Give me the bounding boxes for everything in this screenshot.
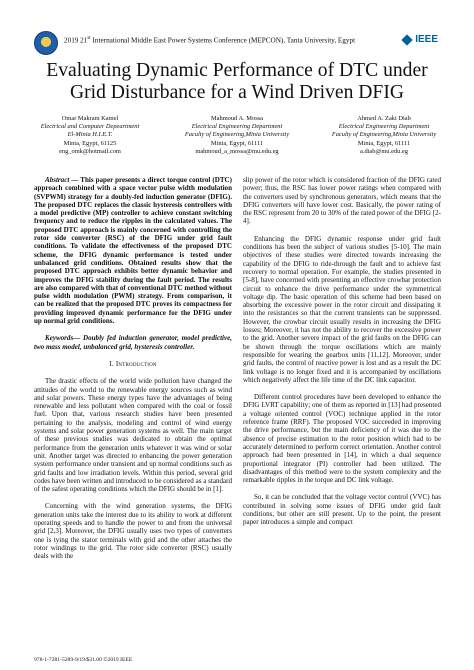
conference-header: 2019 21st International Middle East Power Systems Conference (MEPCON), Tanta University, Egypt	[64, 36, 356, 45]
author-location: Minia, Egypt, 61111	[210, 139, 264, 147]
author-name: Omar Makram Kamel	[61, 115, 119, 122]
ieee-logo	[403, 34, 438, 45]
paragraph: Concerning with the wind generation systems, the DFIG generation units take the interest due to its ability to work at different operating speeds and to handle the power to and from the universal grid [2,3]. Moreover, the DFIG usually uses two types of converters one is tying the stator terminals with grid and the other attaches the rotor windings to the grid. The rotor side converter (RSC) usually deals with the	[34, 502, 232, 561]
author-institution: Faculty of Engineering,Minia University	[184, 131, 290, 139]
author-affiliation: Electrical and Computer Depeartment	[40, 123, 140, 131]
author-email: eng_omk@hotmail.com	[59, 147, 121, 155]
paper-title: Evaluating Dynamic Performance of DTC under Grid Disturbance for a Wind Driven DFIG	[46, 60, 428, 103]
paragraph: So, it can be concluded that the voltage vector control (VVC) has contributed in solving some issues of DFIG under grid fault conditions, but other are still present. Up to the point, the present paper introduces a simple and compact	[243, 493, 441, 527]
abstract-lead: Abstract	[45, 176, 70, 184]
author-1	[20, 115, 160, 156]
author-name: Ahmed A. Zaki Diab	[357, 115, 411, 122]
copyright-footer: 978-1-7281-5289-9/19/$31.00 ©2019 IEEE	[34, 657, 133, 663]
left-column	[34, 176, 232, 560]
section-heading: I. Introduction	[109, 359, 157, 368]
author-institution: El-Minia H.I.E.T.	[67, 131, 113, 139]
author-3	[314, 115, 454, 156]
paragraph: slip power of the rotor which is considered fraction of the DFIG rated power; thus, the RSC has lower power ratings when compared with the converters used by synchronous generators, which means that the DFIG converters will have lower cost. Basically, the power rating of the RSC represent from 20 to 30% of the rated power of the DFIG [2-4].	[243, 176, 441, 226]
author-location: Minia, Egypt, 61111	[357, 139, 411, 147]
abstract-text: — This paper presents a direct torque control (DTC) approach combined with a space vector pulse width modulation (SVPWM) strategy for a doubly-fed induction generator (DFIG). The proposed DTC replaces the classic hysteresis controllers with a model predictive (MP) controller to achieve constant switching frequency and to reduce the ripples in the calculated values. The proposed DTC approach is mainly concerned with controlling the rotor side converter (RSC) of the DFIG under grid fault conditions. To validate the effectiveness of the proposed DTC scheme, the DFIG dynamic performance is tested under unbalanced grid conditions. Obtained results show that the proposed DTC approach exhibits better dynamic behavior and improves the DFIG stability during the fault period. The results are also compared with that of conventional DTC method without pulse width modulation (PWM) strategy. From comparison, it can be realized that the proposed DTC proves its compactness for providing improved dynamic performance for the DFIG under up normal grid conditions.	[34, 176, 232, 326]
abstract	[34, 176, 232, 325]
author-institution: Faculty of Engineering,Minia University	[331, 131, 437, 139]
paragraph: The drastic effects of the world wide pollution have changed the attitudes of the world to the renewable energy sources such as wind and solar powers. These energy types have the advantages of being renewable and less pollutant when compared with the coal or fossil fuel. Upon that, various research studies have been presented pertaining to the analysis, modeling and control of wind energy systems and solar power generation systems as well. The main target of these previous studies was dedicated to obtain the optimal performance from the generation units whatever it was wind or solar unit. Another target was directed to enhancing the power generation system performance under transient and up normal conditions such as grid faults and low irradiation levels. Within this period, several grid codes have been written and introduced to be considered as a standard of the safest operating conditions which the DFIG should be in [1].	[34, 377, 232, 494]
author-affiliation: Electrical Engineering Department	[191, 123, 283, 131]
author-block	[20, 115, 454, 156]
author-affiliation: Electrical Engineering Department	[338, 123, 430, 131]
paragraph: Different control procedures have been developed to enhance the DFIG LVRT capability; one of them as reported in [13] had presented a voltage oriented control (VOC) technique applied in the rotor reference frame (RRF). The proposed VOC succeeded in improving the drive performance, but the main deficiency of it was due to the absence of precise estimation to the rotor position which had to be accurately determined to perform correct orientation. Another control approach had been presented in [14], in which a dual sequence proportional integrator (PI) controller had been utilized. The disadvantages of this method were to the system complexity and the remarkable ripples in the torque and DC link voltage.	[243, 393, 441, 485]
author-email: a.diab@mu.edu.eg	[360, 147, 408, 155]
author-name: Mahmoud A. Mossa	[210, 115, 263, 122]
ieee-diamond-icon	[402, 34, 413, 45]
author-email: mahmoud_a_mossa@mu.edu.eg	[195, 147, 279, 155]
author-location: Minia, Egypt, 61125	[63, 139, 117, 147]
conference-logo-icon	[34, 31, 58, 55]
author-2	[167, 115, 307, 156]
right-column	[243, 176, 441, 527]
paragraph: Enhancing the DFIG dynamic response under grid fault conditions has been the subject of various studies [5-10]. The main objectives of these studies were directed towards increasing the capability of the DFIG to ride-through the fault and to achieve fast recovery to normal operation. For example, the studies presented in [5-8], have concerned with presenting an effective crowbar protection circuit to enhance the drive performance under the symmetrical voltage dip. The basic operation of this scheme had been based on absorbing the excessive power in the rotor circuit and dissipating it into the resistances so that the current transients can be suppressed. However, the crowbar circuit usually results in increasing the DFIG losses; Moreover, it has not the ability to recover the excessive power to the grid. Another severe impact of the grid faults on the DFIG can be shown through the torque oscillations which are mainly responsible for wearing the gearbox units [11,12]. Moreover, under grid faults, the control of reactive power is lost and as a result the DC link voltage is no longer fixed and it is accompanied by oscillations which negatively affect the life time of the DC link capacitor.	[243, 234, 441, 384]
ieee-logo-label: IEEE	[415, 34, 438, 45]
keywords: Keywords— Doubly fed induction generator, model predictive, two mass model, unbalanced grid, hysteresis controller.	[34, 334, 232, 351]
